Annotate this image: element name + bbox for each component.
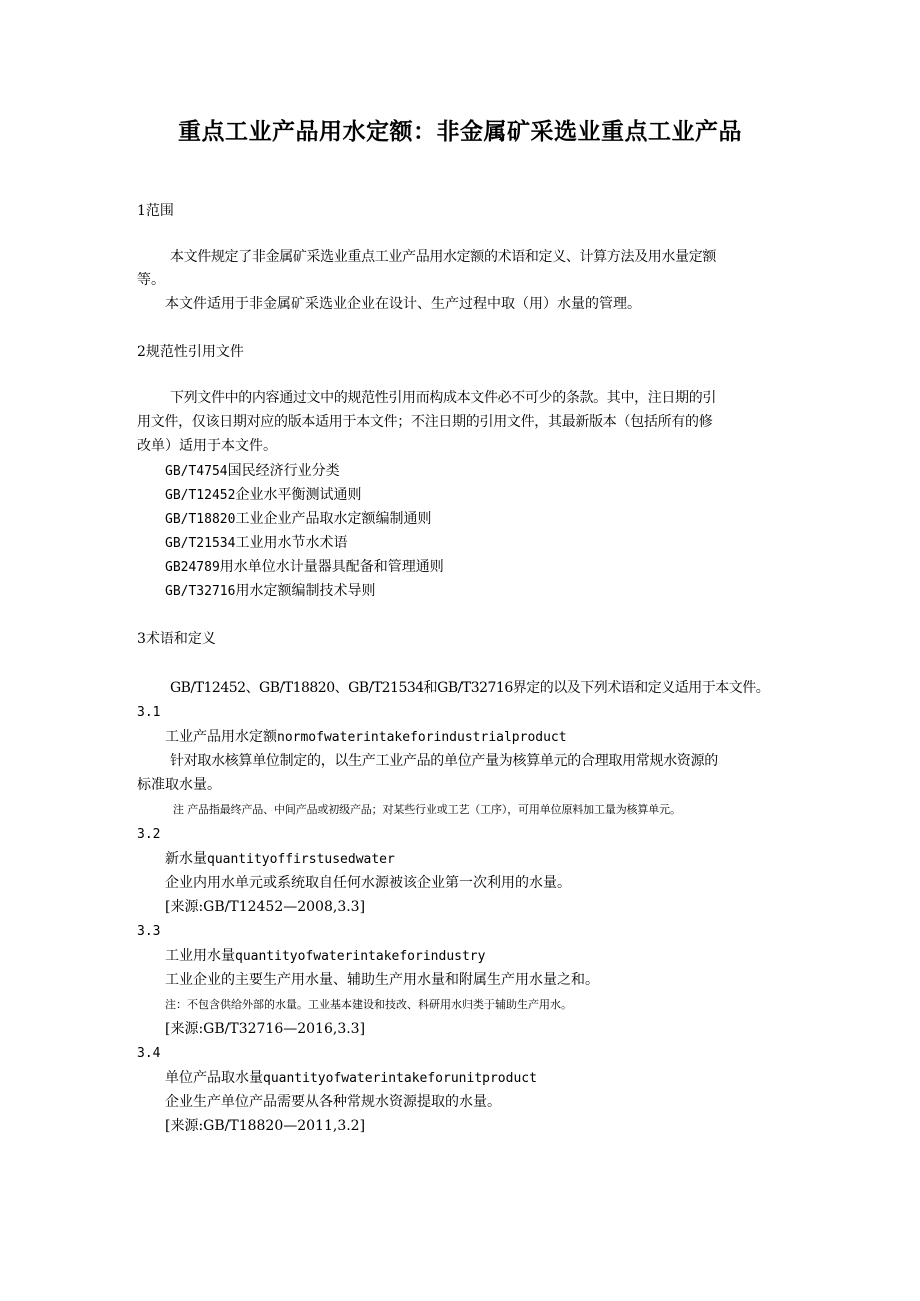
term-number: 3.3 [137, 924, 161, 939]
section-2-paragraph-line: 下列文件中的内容通过文中的规范性引用而构成本文件必不可少的条款。其中，注日期的引 [170, 390, 716, 406]
section-3-heading: 3术语和定义 [137, 631, 216, 647]
section-2-paragraph-line: 改单）适用于本文件。 [137, 438, 277, 454]
section-2-paragraph-line: 用文件，仅该日期对应的版本适用于本文件；不注日期的引用文件，其最新版本（包括所有的修 [137, 414, 713, 430]
term-title [165, 727, 567, 748]
reference-name: 工业企业产品取水定额编制通则 [235, 511, 432, 527]
term-definition-line: 标准取水量。 [137, 777, 221, 793]
reference-name: 工业用水节水术语 [235, 535, 348, 551]
term-english: quantityoffirstusedwater [207, 852, 395, 867]
term-note: 注 产品指最终产品、中间产品或初级产品；对某些行业或工艺（工序），可用单位原料加工量为核算单元。 [173, 803, 681, 816]
reference-item [165, 557, 444, 578]
reference-name: 国民经济行业分类 [227, 463, 340, 479]
term-definition: 企业生产单位产品需要从各种常规水资源提取的水量。 [165, 1094, 501, 1110]
section-3-intro: GB/T12452、GB/T18820、GB/T21534和GB/T32716界定的以及下列术语和定义适用于本文件。 [170, 680, 770, 696]
term-definition: 企业内用水单元或系统取自任何水源被该企业第一次利用的水量。 [165, 875, 571, 891]
term-source: [来源:GB/T32716—2016,3.3] [165, 1021, 366, 1037]
term-english: normofwaterintakeforindustrialproduct [277, 730, 567, 745]
reference-item [165, 461, 340, 482]
term-chinese: 单位产品取水量 [165, 1070, 263, 1086]
term-chinese: 工业用水量 [165, 948, 235, 964]
reference-name: 用水单位水计量器具配备和管理通则 [219, 559, 444, 575]
section-1-heading: 1范围 [137, 203, 174, 219]
term-source: [来源:GB/T12452—2008,3.3] [165, 899, 366, 915]
term-definition-line: 针对取水核算单位制定的，以生产工业产品的单位产量为核算单元的合理取用常规水资源的 [170, 753, 718, 769]
term-number: 3.1 [137, 705, 161, 720]
reference-code: GB/T4754 [165, 464, 228, 479]
term-number: 3.2 [137, 827, 161, 842]
term-note: 注：不包含供给外部的水量。工业基本建设和技改、科研用水归类于辅助生产用水。 [165, 998, 572, 1011]
reference-item [165, 509, 431, 530]
reference-code: GB24789 [165, 560, 220, 575]
section-2-heading: 2规范性引用文件 [137, 344, 244, 360]
term-english: quantityofwaterintakeforunitproduct [263, 1071, 537, 1086]
reference-name: 企业水平衡测试通则 [235, 487, 362, 503]
term-chinese: 新水量 [165, 851, 207, 867]
reference-name: 用水定额编制技术导则 [235, 583, 376, 599]
term-title [165, 1068, 537, 1089]
section-1-paragraph-line: 本文件规定了非金属矿采选业重点工业产品用水定额的术语和定义、计算方法及用水量定额 [170, 249, 716, 265]
section-1-paragraph: 本文件适用于非金属矿采选业企业在设计、生产过程中取（用）水量的管理。 [165, 296, 641, 312]
section-1-paragraph-line: 等。 [137, 272, 165, 288]
reference-code: GB/T32716 [165, 584, 236, 599]
reference-code: GB/T12452 [165, 488, 236, 503]
term-chinese: 工业产品用水定额 [165, 729, 277, 745]
term-source: [来源:GB/T18820—2011,3.2] [165, 1118, 366, 1134]
reference-item [165, 485, 361, 506]
term-title [165, 946, 485, 967]
reference-code: GB/T18820 [165, 512, 236, 527]
reference-item [165, 533, 347, 554]
term-number: 3.4 [137, 1046, 161, 1061]
reference-item [165, 581, 375, 602]
term-english: quantityofwaterintakeforindustry [235, 949, 486, 964]
reference-code: GB/T21534 [165, 536, 236, 551]
document-title: 重点工业产品用水定额：非金属矿采选业重点工业产品 [178, 119, 742, 145]
term-definition: 工业企业的主要生产用水量、辅助生产用水量和附属生产用水量之和。 [165, 972, 599, 988]
term-title [165, 849, 395, 870]
